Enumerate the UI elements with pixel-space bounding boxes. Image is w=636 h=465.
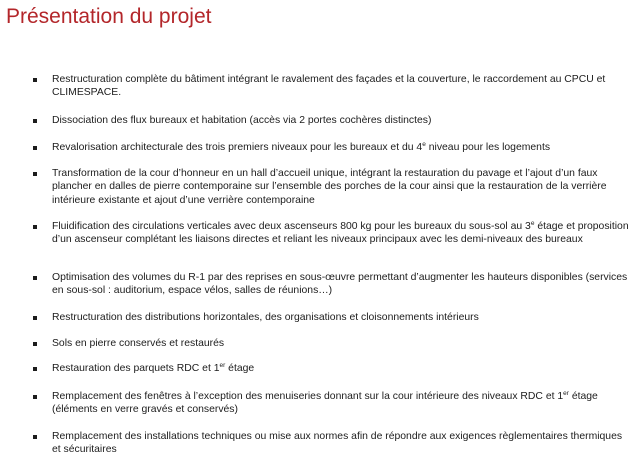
bullet-icon [33,119,37,123]
bullet-text-part: étage [225,363,255,374]
bullet-text-part: Restauration des parquets RDC et 1 [52,363,220,374]
bullet-text-part: étage et proposition d’un ascenseur complétant les liaisons directes et reliant les niveaux principaux avec les demi-niveaux des bureaux [52,221,629,246]
ordinal-superscript: er [219,362,226,369]
bullet-icon [33,342,37,346]
bullet-item [52,337,632,350]
bullet-text: Optimisation des volumes du R-1 par des reprises en sous-œuvre permettant d’augmenter les hauteurs disponibles (services en sous-sol : auditorium, espace vélos, salles de réunions…) [52,272,628,297]
bullet-icon [33,367,37,371]
bullet-text-part: étage (éléments en verre gravés et conservés) [52,391,598,416]
bullet-text: Restructuration complète du bâtiment intégrant le ravalement des façades et la couverture, le raccordement au CPCU et CLIMESPACE. [52,74,606,99]
bullet-item [52,430,632,457]
bullet-text [52,141,632,154]
bullet-item [52,271,632,298]
bullet-text [52,390,632,417]
bullet-text-part: Fluidification des circulations verticales avec deux ascenseurs 800 kg pour les bureaux du sous-sol au 3 [52,221,531,232]
bullet-text: Sols en pierre conservés et restaurés [52,338,225,349]
bullet-text-part: Remplacement des fenêtres à l’exception des menuiseries donnant sur la cour intérieure des niveaux RDC et 1 [52,391,564,402]
bullet-text [52,220,632,247]
bullet-text: Transformation de la cour d’honneur en un hall d’accueil unique, intégrant la restauration du pavage et l’ajout d’un faux plancher en dalles de pierre contemporaine sur l’ensemble des porches de la cour ainsi que la restauration de la verrière intérieure existante et ajout d’une verrière contemporaine [52,168,607,206]
bullet-text: Remplacement des installations techniques ou mise aux normes afin de répondre aux exigences règlementaires thermiques et sécuritaires [52,431,623,456]
bullet-text: Restructuration des distributions horizontales, des organisations et cloisonnements intérieurs [52,312,479,323]
bullet-item [52,311,632,324]
bullet-icon [33,435,37,439]
ordinal-superscript: e [422,141,426,148]
bullet-item [52,114,632,127]
bullet-text-part: niveau pour les logements [425,142,551,153]
bullet-icon [33,225,37,229]
bullet-item [52,390,632,417]
bullet-item [52,220,632,247]
bullet-icon [33,78,37,82]
bullet-text [52,362,632,375]
ordinal-superscript: er [563,390,569,397]
bullet-icon [33,172,37,176]
bullet-icon [33,316,37,320]
bullet-item [52,362,632,375]
bullet-item [52,167,632,207]
slide-title: Présentation du projet [6,5,212,28]
bullet-icon [33,276,37,280]
ordinal-superscript: e [530,220,535,227]
bullet-item [52,141,632,154]
bullet-icon [33,395,37,399]
bullet-icon [33,146,37,150]
bullet-text-part: Revalorisation architecturale des trois premiers niveaux pour les bureaux et du 4 [52,142,423,153]
bullet-item [52,73,632,100]
bullet-text: Dissociation des flux bureaux et habitation (accès via 2 portes cochères distinctes) [52,115,432,126]
